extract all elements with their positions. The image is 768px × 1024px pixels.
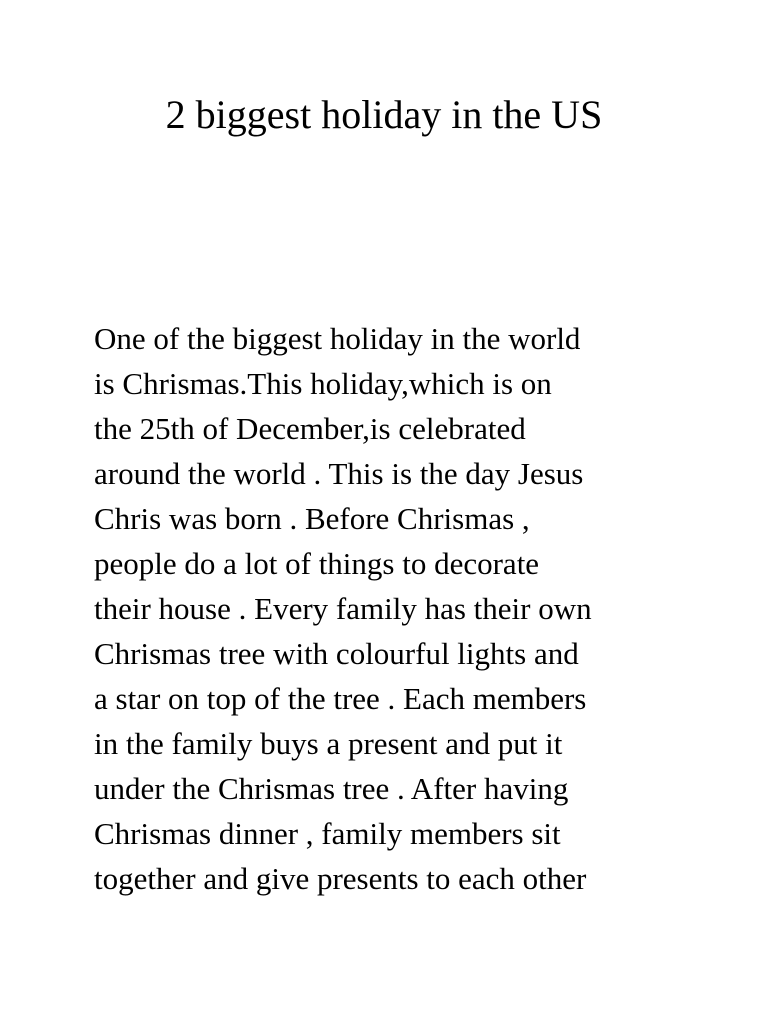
body-paragraph	[94, 316, 714, 901]
paragraph-line: One of the biggest holiday in the world	[94, 321, 581, 356]
paragraph-line: the 25th of December,is celebrated	[94, 411, 526, 446]
paragraph-line: together and give presents to each other	[94, 861, 587, 896]
paragraph-line: Chrismas tree with colourful lights and	[94, 636, 579, 671]
paragraph-line: is Chrismas.This holiday,which is on	[94, 366, 552, 401]
paragraph-line: Chrismas dinner , family members sit	[94, 816, 561, 851]
paragraph-line: Chris was born . Before Chrismas ,	[94, 501, 530, 536]
page-title: 2 biggest holiday in the US	[165, 92, 603, 137]
paragraph-line: under the Chrismas tree . After having	[94, 771, 569, 806]
paragraph-line: their house . Every family has their own	[94, 591, 592, 626]
paragraph-line: a star on top of the tree . Each members	[94, 681, 587, 716]
paragraph-line: in the family buys a present and put it	[94, 726, 563, 761]
paragraph-line: people do a lot of things to decorate	[94, 546, 540, 581]
paragraph-line: around the world . This is the day Jesus	[94, 456, 584, 491]
